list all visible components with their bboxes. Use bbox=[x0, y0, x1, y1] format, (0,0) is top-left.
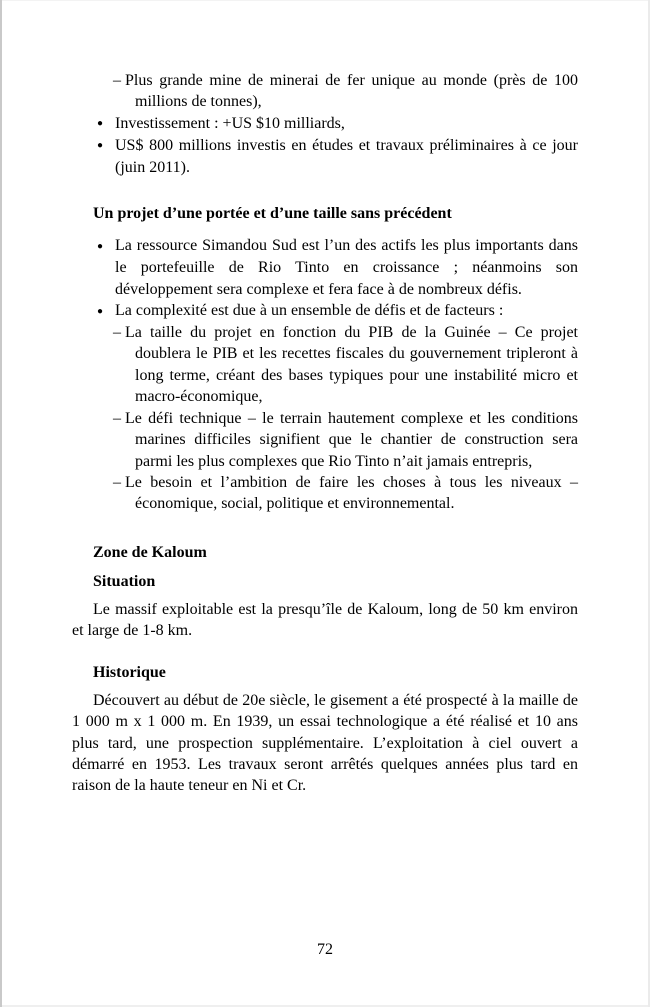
page-body bbox=[72, 70, 578, 797]
dash-marker: – bbox=[113, 324, 121, 342]
list-item-text: Le défi technique – le terrain hautement complexe et les conditions marines difficiles signifient que le chantier de construction sera parmi les plus complexes que Rio Tinto n’ait jamais entrepris, bbox=[125, 409, 578, 470]
list-item-dash bbox=[72, 70, 578, 113]
list-item-text: La ressource Simandou Sud est l’un des actifs les plus importants dans le portefeuille de Rio Tinto en croissance ; néanmoins son développement sera complexe et fera face à de nombreux défis. bbox=[115, 237, 578, 298]
paragraph-historique: Découvert au début de 20e siècle, le gisement a été prospecté à la maille de 1 000 m x 1 000 m. En 1939, un essai technologique a été réalisé et 10 ans plus tard, une prospection supplémentaire. L’exploitation à ciel ouvert a démarré en 1953. Les travaux seront arrêtés quelques années plus tard en raison de la haute teneur en Ni et Cr. bbox=[72, 691, 578, 795]
list-item-text: La complexité est due à un ensemble de défis et de facteurs : bbox=[115, 302, 504, 320]
dash-marker: – bbox=[113, 409, 121, 427]
list-item-text: Plus grande mine de minerai de fer unique au monde (près de 100 millions de tonnes), bbox=[125, 72, 578, 111]
list-item-text: Investissement : +US $10 milliards, bbox=[115, 114, 345, 132]
subsection-heading-historique: Historique bbox=[93, 664, 166, 682]
list-item-bullet bbox=[72, 235, 578, 300]
list-item-text: La taille du projet en fonction du PIB de la Guinée – Ce projet doublera le PIB et les recettes fiscales du gouvernement tripleront à long terme, créant des bases typiques pour une instabilité micro et macro-économique, bbox=[125, 324, 578, 406]
list-item-dash bbox=[72, 322, 578, 408]
paragraph-situation: Le massif exploitable est la presqu’île de Kaloum, long de 50 km environ et large de 1-8 km. bbox=[72, 600, 578, 639]
bullet-marker: ● bbox=[97, 140, 104, 152]
subsection-heading-situation: Situation bbox=[93, 573, 156, 591]
bullet-marker: ● bbox=[97, 305, 104, 317]
bullet-marker: ● bbox=[97, 118, 104, 130]
page-number: 72 bbox=[317, 940, 333, 958]
list-item-text: US$ 800 millions investis en études et travaux préliminaires à ce jour (juin 2011). bbox=[115, 136, 578, 176]
section-heading-project: Un projet d’une portée et d’une taille sans précédent bbox=[93, 205, 452, 223]
list-item-bullet bbox=[72, 300, 578, 322]
list-item-text: Le besoin et l’ambition de faire les choses à tous les niveaux – économique, social, politique et environnemental. bbox=[125, 473, 578, 513]
section-heading-kaloum: Zone de Kaloum bbox=[93, 543, 207, 561]
list-item-bullet bbox=[72, 135, 578, 178]
dash-marker: – bbox=[113, 72, 121, 89]
bullet-marker: ● bbox=[97, 240, 104, 252]
list-item-dash bbox=[72, 472, 578, 515]
dash-marker: – bbox=[113, 473, 121, 491]
list-item-dash bbox=[72, 408, 578, 472]
list-item-bullet bbox=[72, 113, 578, 135]
